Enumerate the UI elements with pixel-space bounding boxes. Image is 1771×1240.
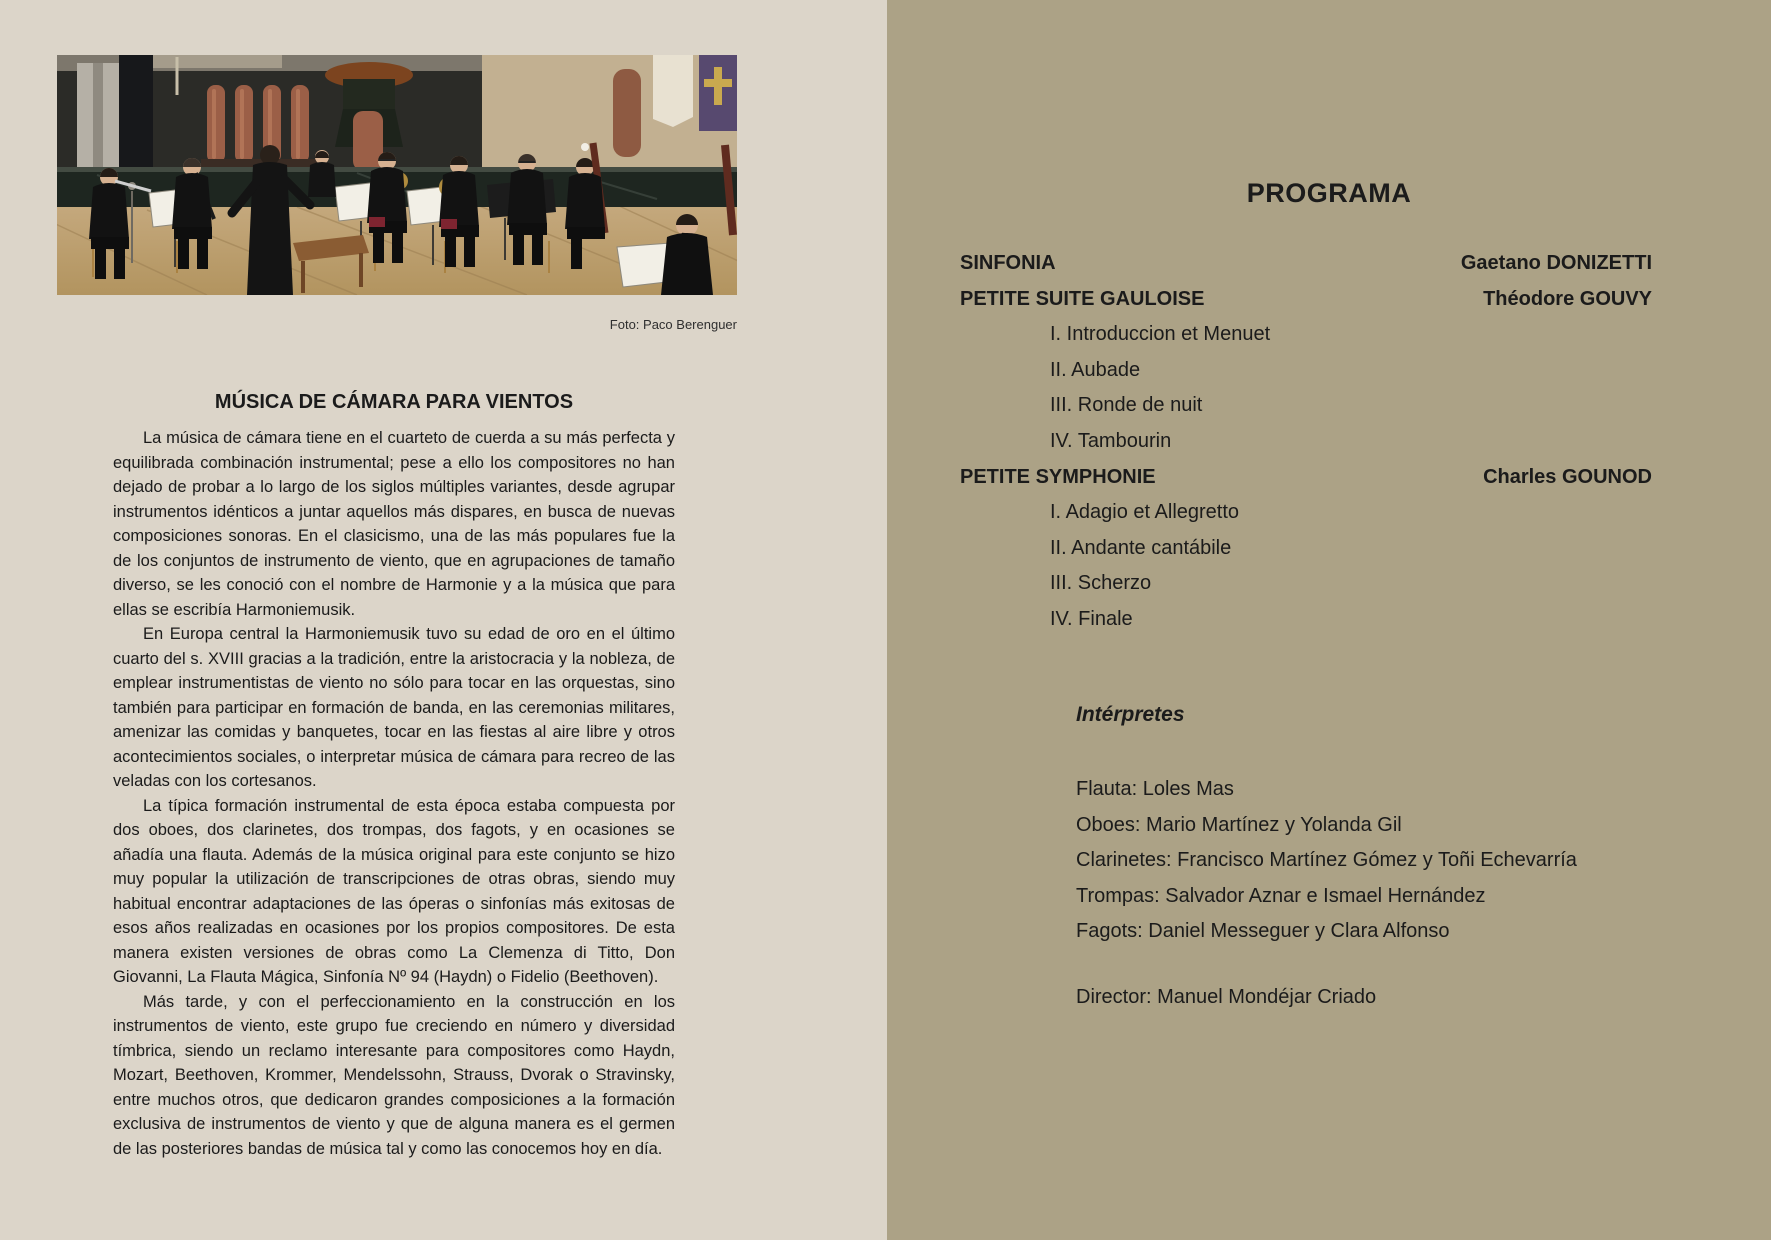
composer-name: Gaetano DONIZETTI	[1460, 252, 1652, 274]
performer-item: Flauta: Loles Mas	[1076, 778, 1234, 800]
article-body	[113, 426, 675, 1161]
photo-caption: Foto: Paco Berenguer	[609, 317, 737, 332]
movement-item: III. Ronde de nuit	[1050, 394, 1203, 417]
program-work-row	[960, 246, 1652, 282]
movement-item: IV. Finale	[1050, 607, 1133, 630]
ensemble-photo	[57, 55, 737, 295]
article-title: MÚSICA DE CÁMARA PARA VIENTOS	[214, 391, 574, 413]
work-title: PETITE SYMPHONIE	[960, 465, 1156, 488]
movement-item: I. Adagio et Allegretto	[1050, 501, 1240, 524]
performers-list	[1076, 772, 1577, 950]
work-title: PETITE SUITE GAULOISE	[960, 287, 1205, 310]
program-list	[960, 246, 1652, 638]
performer-item: Trompas: Salvador Aznar e Ismael Hernández	[1076, 884, 1486, 907]
movement-item: II. Aubade	[1050, 358, 1141, 381]
movement-item: I. Introduccion et Menuet	[1050, 323, 1271, 346]
movement-item: II. Andante cantábile	[1050, 536, 1232, 559]
ensemble-photo-illustration	[57, 55, 737, 295]
performers-heading: Intérpretes	[1076, 703, 1185, 726]
composer-name: Théodore GOUVY	[1483, 287, 1652, 310]
article-paragraph: Más tarde, y con el perfeccionamiento en la construcción en los instrumentos de viento, este grupo fue creciendo en número y diversidad tímbrica, siendo un reclamo interesante para compositores como Haydn, Mozart, Beethoven, Krommer, Mendelssohn, Strauss, Dvorak o Stravinsky, entre muchos otros, que dedicaron grandes composiciones a la formación exclusiva de instrumentos de viento y que de alguna manera es el germen de las posteriores bandas de música tal y como las conocemos hoy en día.	[113, 992, 675, 1158]
movement-item: IV. Tambourin	[1050, 429, 1172, 452]
movement-item: III. Scherzo	[1050, 572, 1152, 595]
performer-item: Clarinetes: Francisco Martínez Gómez y Toñi Echevarría	[1076, 849, 1577, 872]
work-title: SINFONIA	[960, 252, 1056, 274]
program-work-row	[960, 460, 1652, 496]
composer-name: Charles GOUNOD	[1483, 465, 1652, 488]
article-paragraph: La música de cámara tiene en el cuarteto de cuerda a su más perfecta y equilibrada combinación instrumental; pese a ello los compositores no han dejado de probar a lo largo de los siglos múltiples variantes, desde agrupar instrumentos idénticos a juntar aquellos más dispares, en busca de nuevas composiciones sonoras. En el clasicismo, una de las más populares fue la de los conjuntos de instrumento de viento, que en agrupaciones de tamaño diverso, se les conoció con el nombre de Harmonie y a la música que para ellas se escribía Harmoniemusik.	[113, 429, 675, 619]
program-heading: PROGRAMA	[1246, 178, 1412, 208]
director-line: Director: Manuel Mondéjar Criado	[1076, 986, 1377, 1008]
performer-item: Oboes: Mario Martínez y Yolanda Gil	[1076, 813, 1402, 836]
program-work-row	[960, 282, 1652, 318]
article-paragraph: La típica formación instrumental de esta época estaba compuesta por dos oboes, dos clarinetes, dos trompas, dos fagots, y en ocasiones se añadía una flauta. Además de la música original para este conjunto se hizo muy popular la utilización de transcripciones de otras obras, siendo muy habitual encontrar adaptaciones de las óperas o sinfonías más exitosas de esos años realizadas en ocasiones por los propios compositores. De esta manera existen versiones de obras como La Clemenza di Titto, Don Giovanni, La Flauta Mágica, Sinfonía Nº 94 (Haydn) o Fidelio (Beethoven).	[113, 796, 675, 986]
performer-item: Fagots: Daniel Messeguer y Clara Alfonso	[1076, 920, 1450, 943]
right-page	[887, 0, 1771, 1240]
article-paragraph: En Europa central la Harmoniemusik tuvo su edad de oro en el último cuarto del s. XVIII gracias a la tradición, entre la aristocracia y la nobleza, de emplear instrumentistas de viento no sólo para tocar en las orquestas, sino también para participar en formación de banda, en las ceremonias militares, amenizar las comidas y banquetes, tocar en las fiestas al aire libre y otros acontecimientos sociales, o interpretar música de cámara para recreo de las veladas con los cortesanos.	[113, 625, 675, 790]
